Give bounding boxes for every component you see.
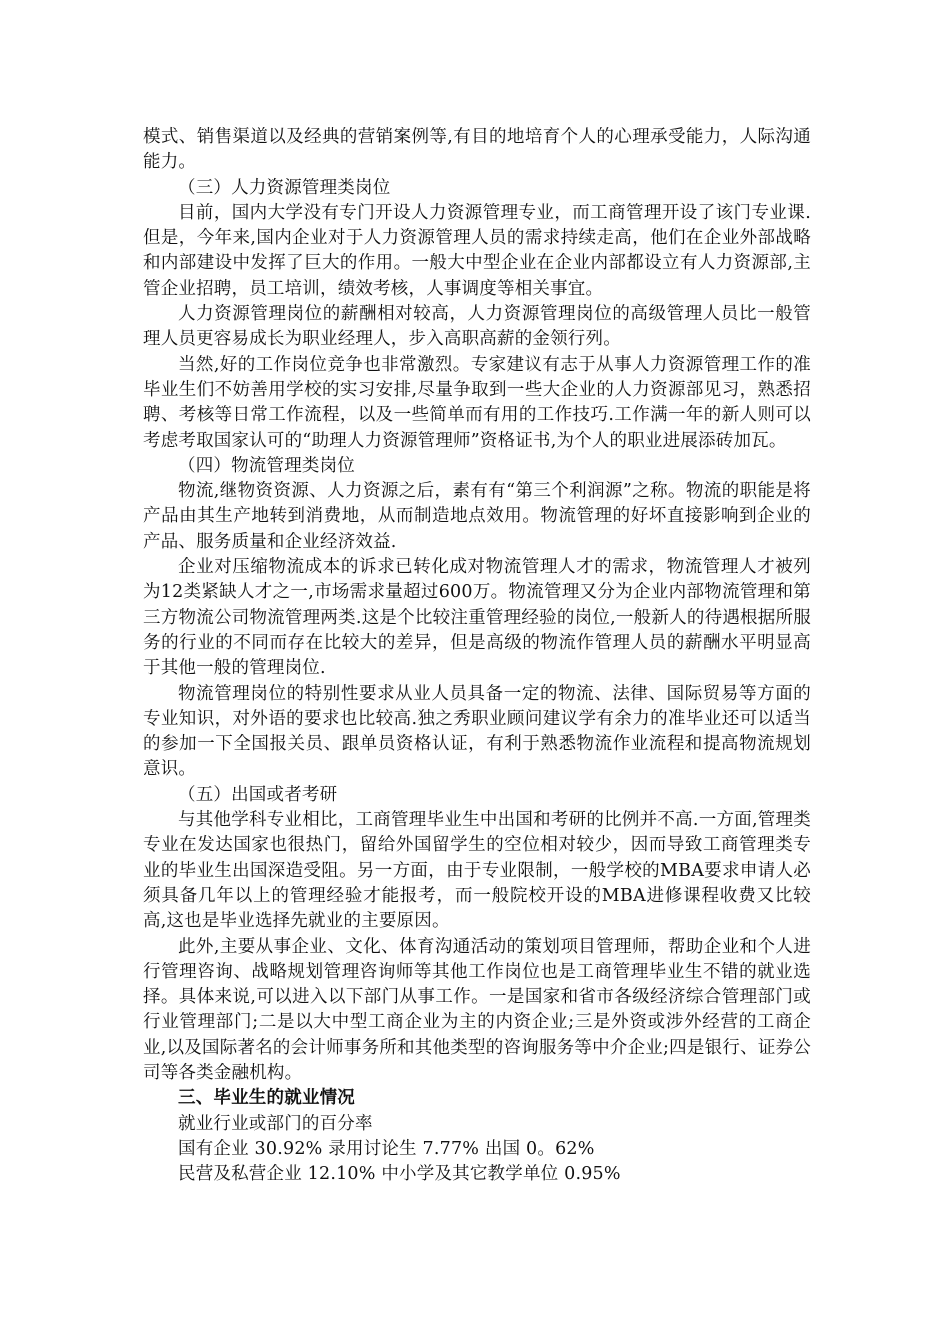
section-heading-employment: 三、毕业生的就业情况: [178, 1088, 355, 1109]
paragraph-logistics-requirements: 物流管理岗位的特别性要求从业人员具备一定的物流、法律、国际贸易等方面的专业知识，对外语的要求也比较高.独之秀职业顾问建议学有余力的准毕业还可以适当的参加一下全国报关员、跟单员资格认证，有利于熟悉物流作业流程和提高物流规划意识。: [143, 683, 811, 780]
stats-title: 就业行业或部门的百分率: [178, 1113, 373, 1134]
stats-line-2: 民营及私营企业 12.10% 中小学及其它教学单位 0.95%: [178, 1164, 621, 1185]
paragraph-study-abroad: 与其他学科专业相比，工商管理毕业生中出国和考研的比例并不高.一方面,管理类专业在发达国家也很热门，留给外国留学生的空位相对较少，因而导致工商管理类专业的毕业生出国深造受阻。另一方面，由于专业限制，一般学校的MBA要求申请人必须具备几年以上的管理经验才能报考，而一般院校开设的MBA进修课程收费又比较高,这也是毕业选择先就业的主要原因。: [143, 810, 811, 932]
paragraph-marketing-continued: 模式、销售渠道以及经典的营销案例等,有目的地培育个人的心理承受能力，人际沟通能力。: [143, 127, 811, 173]
heading-study-abroad: （五）出国或者考研: [178, 784, 338, 805]
heading-logistics-positions: （四）物流管理类岗位: [178, 455, 355, 476]
document-page: [143, 125, 811, 1187]
paragraph-hr-competition: 当然,好的工作岗位竞争也非常激烈。专家建议有志于从事人力资源管理工作的准毕业生们不妨善用学校的实习安排,尽量争取到一些大企业的人力资源部见习，熟悉招聘、考核等日常工作流程，以及一些简单而有用的工作技巧.工作满一年的新人则可以考虑考取国家认可的“助理人力资源管理师”资格证书,为个人的职业进展添砖加瓦。: [143, 354, 811, 451]
paragraph-logistics-demand: 企业对压缩物流成本的诉求已转化成对物流管理人才的需求，物流管理人才被列为12类紧缺人才之一,市场需求量超过600万。物流管理又分为企业内部物流管理和第三方物流公司物流管理两类.这是个比较注重管理经验的岗位,一般新人的待遇根据所服务的行业的不同而存在比较大的差异，但是高级的物流作管理人员的薪酬水平明显高于其他一般的管理岗位.: [143, 557, 811, 679]
paragraph-hr-intro: 目前，国内大学没有专门开设人力资源管理专业，而工商管理开设了该门专业课.但是，今年来,国内企业对于人力资源管理人员的需求持续走高，他们在企业外部战略和内部建设中发挥了巨大的作用。一般大中型企业在企业内部都设立有人力资源部,主管企业招聘，员工培训，绩效考核，人事调度等相关事宜。: [143, 202, 811, 299]
paragraph-hr-salary: 人力资源管理岗位的薪酬相对较高，人力资源管理岗位的高级管理人员比一般管理人员更容易成长为职业经理人，步入高职高薪的金领行列。: [143, 304, 811, 350]
stats-line-1: 国有企业 30.92% 录用讨论生 7.77% 出国 0。62%: [178, 1138, 595, 1159]
paragraph-other-careers: 此外,主要从事企业、文化、体育沟通活动的策划项目管理师，帮助企业和个人进行管理咨询、战略规划管理咨询师等其他工作岗位也是工商管理毕业生不错的就业选择。具体来说,可以进入以下部门从事工作。一是国家和省市各级经济综合管理部门或行业管理部门;二是以大中型工商企业为主的内资企业;三是外资或涉外经营的工商企业,以及国际著名的会计师事务所和其他类型的咨询服务等中介企业;四是银行、证券公司等各类金融机构。: [143, 936, 811, 1083]
paragraph-logistics-intro: 物流,继物资资源、人力资源之后，素有有“第三个利润源”之称。物流的职能是将产品由其生产地转到消费地，从而制造地点效用。物流管理的好坏直接影响到企业的产品、服务质量和企业经济效益.: [143, 481, 811, 552]
heading-hr-positions: （三）人力资源管理类岗位: [178, 177, 391, 198]
